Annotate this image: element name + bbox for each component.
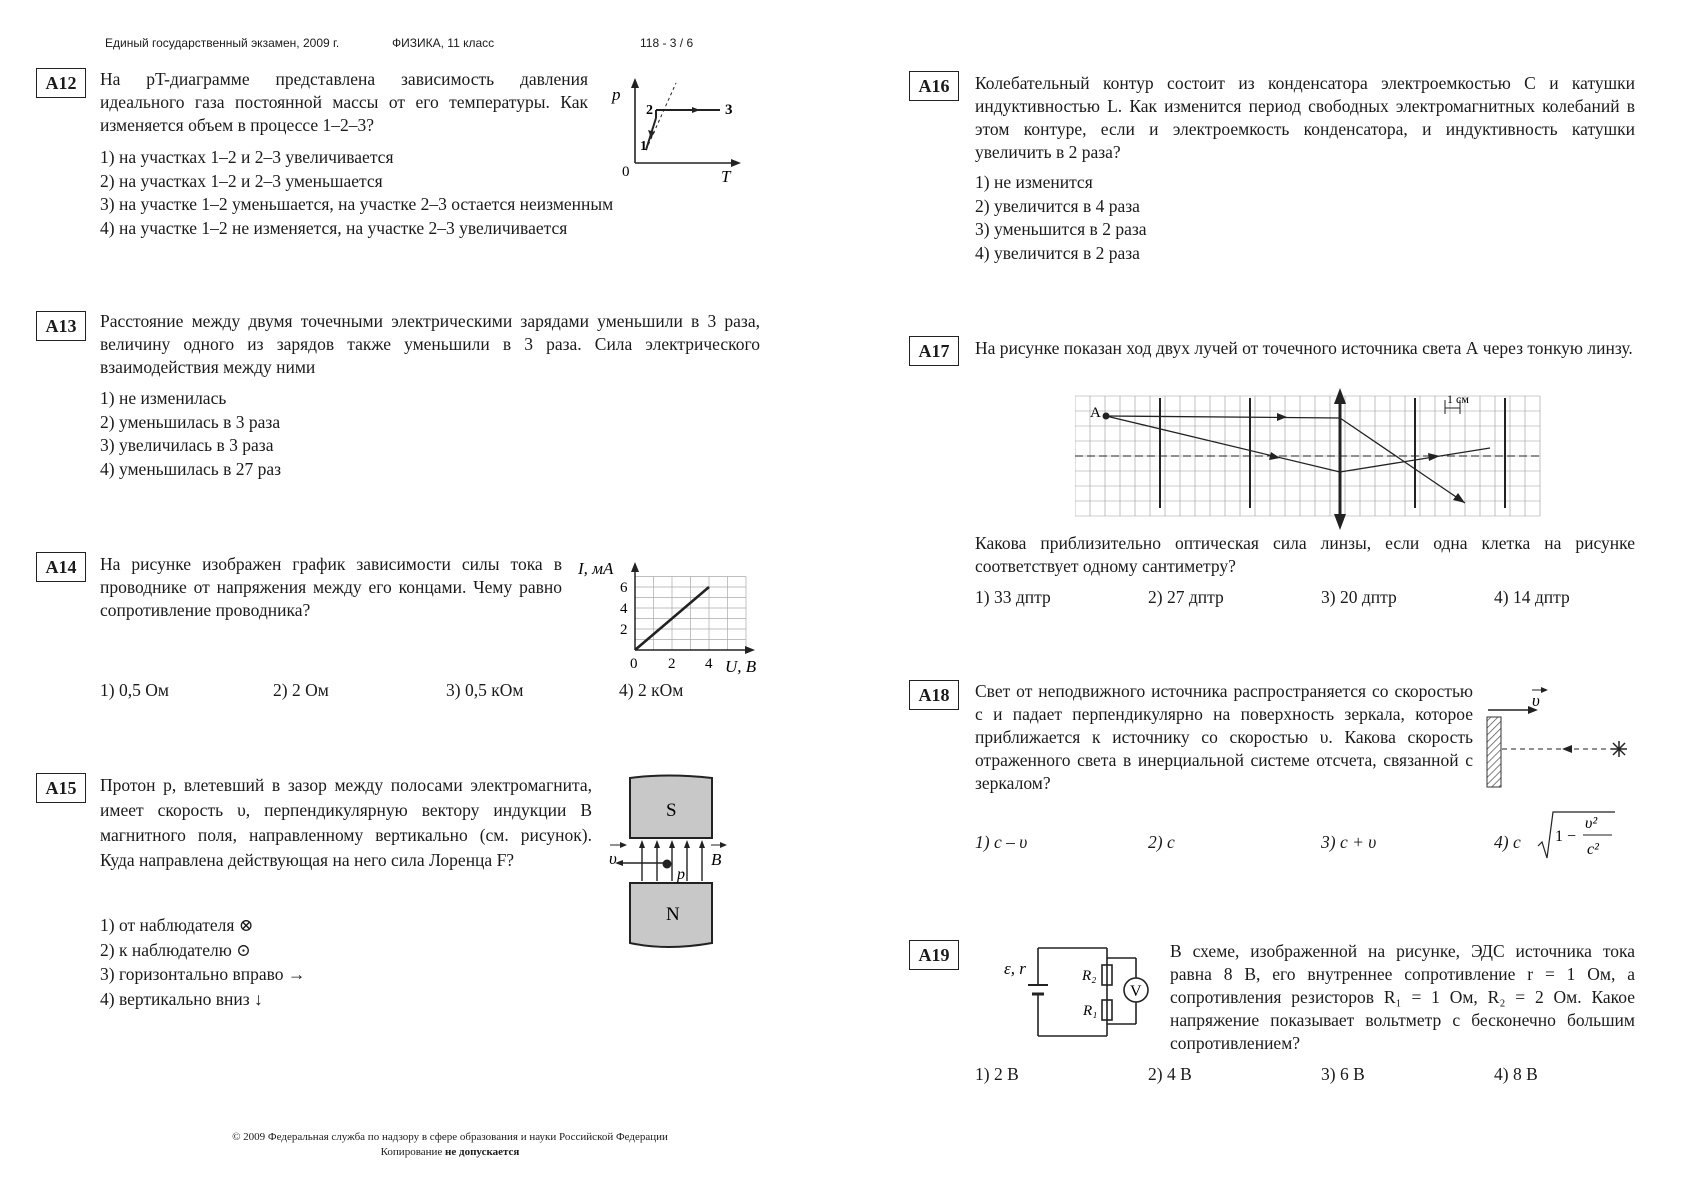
voltmeter-label: V bbox=[1130, 983, 1142, 1000]
question-text-a16: Колебательный контур состоит из конденсатора электроемкостью C и катушки индуктивностью L. Как изменится период свободных электромагнитных колебаний в этом контуре, если и электроемкость конденсатора, и индуктивность катушки увеличить в 2 раза? bbox=[975, 73, 1635, 162]
question-label-a16: A16 bbox=[909, 71, 959, 101]
electromagnet-figure bbox=[605, 773, 730, 951]
option[interactable]: 4) 8 В bbox=[1494, 1064, 1538, 1084]
option[interactable]: 4) уменьшилась в 27 раз bbox=[100, 458, 282, 479]
options-a17 bbox=[975, 587, 1667, 608]
question-label-a13: A13 bbox=[36, 311, 86, 341]
options-a13 bbox=[100, 387, 281, 481]
footer-copyright: © 2009 Федеральная служба по надзору в сфере образования и науки Российской Федерации bbox=[232, 1131, 668, 1143]
option[interactable]: 3) уменьшится в 2 раза bbox=[975, 219, 1147, 239]
iv-xtick: 4 bbox=[705, 656, 713, 672]
circuit-diagram bbox=[1000, 940, 1160, 1040]
iv-xtick: 2 bbox=[668, 656, 676, 672]
lens-ray-diagram bbox=[1075, 388, 1545, 530]
options-a16 bbox=[975, 171, 1147, 265]
question-label-a15: A15 bbox=[36, 773, 86, 803]
iv-origin: 0 bbox=[630, 656, 638, 672]
emf-label: ε, r bbox=[1004, 959, 1026, 978]
proton-label: p bbox=[677, 866, 685, 883]
question-label-a19: A19 bbox=[909, 940, 959, 970]
footer-copying-text: Копирование bbox=[380, 1146, 446, 1158]
iv-ytick: 2 bbox=[620, 622, 628, 638]
option[interactable]: 1) не изменилась bbox=[100, 388, 227, 408]
pt-diagram bbox=[608, 78, 743, 190]
pt-label-p: p bbox=[612, 85, 621, 104]
option[interactable]: 1) 33 дптр bbox=[975, 587, 1051, 607]
option[interactable]: 4) на участке 1–2 не изменяется, на участке 2–3 увеличивается bbox=[100, 217, 568, 238]
question-label-a17: A17 bbox=[909, 336, 959, 366]
pole-n-label: N bbox=[666, 904, 680, 925]
option[interactable]: 3) на участке 1–2 уменьшается, на участке 2–3 остается неизменным bbox=[100, 194, 614, 214]
question-text-a18: Свет от неподвижного источника распространяется со скоростью c и падает перпендикулярно на поверхность зеркала, которое приближается к источнику со скоростью υ. Какова скорость отраженного света в инерциальной системе отсчета, связанной с зеркалом? bbox=[975, 681, 1473, 793]
header-exam: Единый государственный экзамен, 2009 г. bbox=[105, 36, 340, 50]
question-text-a14: На рисунке изображен график зависимости силы тока в проводнике от напряжения между его концами. Чему равно сопротивление проводника? bbox=[100, 554, 562, 620]
pt-label-1: 1 bbox=[640, 139, 647, 154]
option[interactable]: 2) к наблюдателю ⊙ bbox=[100, 939, 251, 960]
options-a14 bbox=[100, 680, 792, 701]
option[interactable]: 2) 2 Ом bbox=[273, 680, 329, 700]
option[interactable]: 4) 2 кОм bbox=[619, 680, 684, 700]
option[interactable]: 4) c bbox=[1494, 832, 1521, 852]
option[interactable]: 3) 0,5 кОм bbox=[446, 680, 524, 700]
question-text-a15: Протон p, влетевший в зазор между полосами электромагнита, имеет скорость υ, перпендикулярную вектору индукции B магнитного поля, направленному вертикально (см. рисунок). Куда направлена действующая на него сила Лоренца F? bbox=[100, 775, 592, 870]
question-text-a17: На рисунке показан ход двух лучей от точечного источника света А через тонкую линзу. bbox=[975, 338, 1633, 358]
option[interactable]: 4) увеличится в 2 раза bbox=[975, 242, 1140, 263]
velocity-label: υ bbox=[609, 849, 617, 868]
footer-copying-bold: не допускается bbox=[445, 1146, 520, 1158]
option[interactable]: 1) на участках 1–2 и 2–3 увеличивается bbox=[100, 147, 394, 167]
question-text-a12: На pT-диаграмме представлена зависимость давления идеального газа постоянной массы от его температуры. Как изменяется объем в процессе 1–2–3? bbox=[100, 69, 588, 135]
formula-den: c² bbox=[1587, 841, 1599, 858]
option[interactable]: 3) горизонтально вправо → bbox=[100, 964, 306, 984]
option[interactable]: 1) c – υ bbox=[975, 832, 1028, 852]
question-text-a13: Расстояние между двумя точечными электрическими зарядами уменьшили в 3 раза, величину одного из зарядов также уменьшили в 3 раза. Сила электрического взаимодействия между ними bbox=[100, 311, 760, 377]
header-page: 118 - 3 / 6 bbox=[640, 36, 694, 50]
option[interactable]: 3) увеличилась в 3 раза bbox=[100, 435, 274, 455]
r2-label: R₂ bbox=[1082, 968, 1097, 984]
iv-ytick: 4 bbox=[620, 601, 628, 617]
option[interactable]: 2) уменьшилась в 3 раза bbox=[100, 411, 281, 432]
option[interactable]: 2) 27 дптр bbox=[1148, 587, 1224, 607]
question-label-a18: A18 bbox=[909, 680, 959, 710]
light-source-icon bbox=[1611, 741, 1627, 757]
pt-label-t: T bbox=[721, 167, 731, 186]
option[interactable]: 1) не изменится bbox=[975, 172, 1093, 192]
induction-label: B bbox=[711, 850, 722, 869]
option[interactable]: 1) от наблюдателя ⊗ bbox=[100, 915, 254, 935]
footer-copying bbox=[0, 1146, 900, 1158]
iv-chart bbox=[575, 560, 770, 680]
option[interactable]: 1) 0,5 Ом bbox=[100, 680, 169, 700]
pole-s-label: S bbox=[666, 800, 677, 821]
scale-label: 1 см bbox=[1447, 392, 1469, 406]
options-a15 bbox=[100, 913, 305, 1011]
option[interactable]: 3) 20 дптр bbox=[1321, 587, 1397, 607]
formula-sqrt bbox=[1535, 806, 1615, 866]
pt-label-2: 2 bbox=[646, 103, 653, 118]
pt-label-zero: 0 bbox=[622, 164, 630, 180]
question-label-a12: A12 bbox=[36, 68, 86, 98]
iv-xlabel: U, В bbox=[725, 657, 757, 676]
question-text-a17-2: Какова приблизительно оптическая сила линзы, если одна клетка на рисунке соответствует одному сантиметру? bbox=[975, 533, 1635, 576]
r1-label: R₁ bbox=[1083, 1003, 1098, 1019]
pt-label-3: 3 bbox=[725, 102, 733, 118]
option[interactable]: 2) c bbox=[1148, 832, 1175, 852]
question-text-a19: В схеме, изображенной на рисунке, ЭДС источника тока равна 8 В, его внутреннее сопротивление r = 1 Ом, а сопротивления резисторов R₁ = 1 Ом, R₂ = 2 Ом. Какое напряжение показывает вольтметр с бесконечно большим сопротивлением? bbox=[1170, 941, 1635, 1053]
question-label-a14: A14 bbox=[36, 552, 86, 582]
header-subject: ФИЗИКА, 11 класс bbox=[392, 36, 495, 50]
options-a12 bbox=[100, 146, 613, 240]
option[interactable]: 3) c + υ bbox=[1321, 832, 1377, 852]
mirror-figure bbox=[1480, 685, 1635, 795]
option[interactable]: 2) 4 В bbox=[1148, 1064, 1192, 1084]
iv-ylabel: I, мА bbox=[578, 560, 614, 578]
formula-num: υ² bbox=[1585, 815, 1598, 832]
option[interactable]: 2) на участках 1–2 и 2–3 уменьшается bbox=[100, 170, 383, 191]
mirror-velocity-label: υ bbox=[1532, 691, 1540, 710]
option[interactable]: 2) увеличится в 4 раза bbox=[975, 195, 1140, 216]
option[interactable]: 1) 2 В bbox=[975, 1064, 1019, 1084]
formula-root: 1 − bbox=[1555, 828, 1577, 845]
option[interactable]: 3) 6 В bbox=[1321, 1064, 1365, 1084]
source-a-label: A bbox=[1090, 405, 1101, 421]
options-a19 bbox=[975, 1064, 1667, 1085]
iv-ytick: 6 bbox=[620, 580, 628, 596]
option[interactable]: 4) 14 дптр bbox=[1494, 587, 1570, 607]
option[interactable]: 4) вертикально вниз ↓ bbox=[100, 988, 263, 1009]
